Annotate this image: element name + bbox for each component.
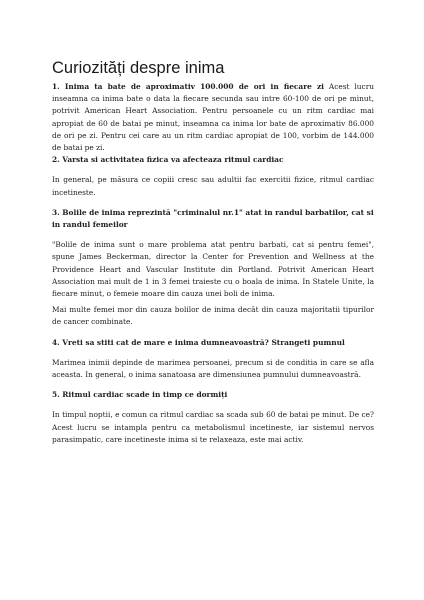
- section-2-heading: 2. Varsta si activitatea fizica va afecteaza ritmul cardiac: [52, 155, 284, 165]
- section-2-text: In general, pe măsura ce copiii cresc sau adultii fac exercitii fizice, ritmul cardiac incetineste.: [52, 175, 374, 197]
- spacer: [52, 381, 374, 389]
- section-5-text: In timpul noptii, e comun ca ritmul cardiac sa scada sub 60 de batai pe minut. De ce? Acest lucru se intampla pentru ca metabolismul incetineste, iar sistemul nervos parasimpatic, care incetineste inima si te relaxeaza, este mai activ.: [52, 410, 374, 444]
- section-3-text-2: Mai multe femei mor din cauza bolilor de inima decât din cauza majoritatii tipurilor de cancer combinate.: [52, 305, 374, 327]
- section-1-text: Acest lucru inseamna ca inima bate o data la fiecare secunda sau intre 60-100 de ori pe minut, potrivit American Heart Association. Pentru persoanele cu un ritm cardiac mai apropiat de 60 de batai pe minut, inseamna ca inima lor bate de aproximativ 86.000 de ori pe zi. Pentru cei care au un ritm cardiac apropiat de 100, vorbim de 144.000 de batai pe zi.: [52, 82, 374, 153]
- spacer: [52, 199, 374, 207]
- section-4-text: Marimea inimii depinde de marimea persoanei, precum si de conditia in care se afla aceasta. In general, o inima sanatoasa are dimensiunea pumnului dumneavoastră.: [52, 357, 374, 380]
- spacer: [52, 166, 374, 174]
- spacer: [52, 349, 374, 357]
- spacer: [52, 231, 374, 239]
- document-content: [52, 58, 374, 446]
- section-4-heading: 4. Vreti sa stiti cat de mare e inima dumneavoastră? Strangeti pumnul: [52, 337, 345, 347]
- section-1: [52, 81, 374, 154]
- document-title: Curiozități despre inima: [52, 59, 225, 77]
- section-1-heading: 1. Inima ta bate de aproximativ 100.000 de ori in fiecare zi: [52, 82, 324, 91]
- section-3-text-1: "Bolile de inima sunt o mare problema atat pentru barbati, cat si pentru femei", spune James Beckerman, director la Center for Prevention and Wellness at the Providence Heart and Vascular Institute din Portland. Potrivit American Heart Association mai mult de 1 in 3 femei traieste cu o boala de inima. In Statele Unite, la fiecare minut, o femeie moare din cauza unei boli de inima.: [52, 240, 374, 299]
- spacer: [52, 329, 374, 337]
- section-5-heading: 5. Ritmul cardiac scade in timp ce dormiți: [52, 390, 228, 400]
- spacer: [52, 401, 374, 409]
- section-3-heading: 3. Bolile de inima reprezintă "criminalul nr.1" atat in randul barbatilor, cat si in randul femeilor: [52, 207, 374, 230]
